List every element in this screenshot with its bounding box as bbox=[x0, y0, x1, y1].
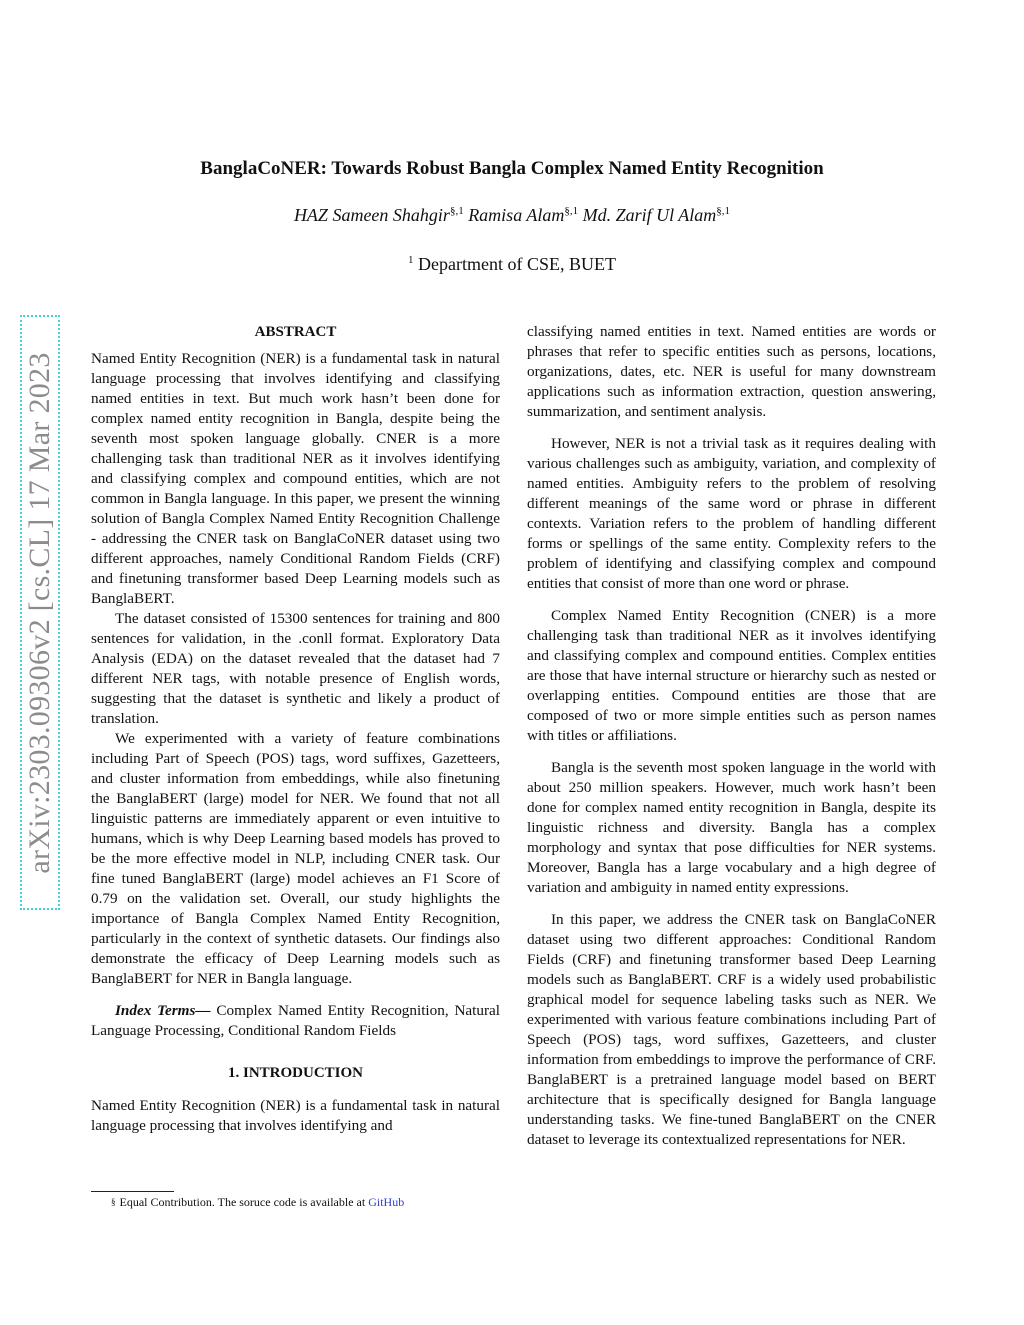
affiliation-mark: 1 bbox=[408, 254, 414, 266]
github-link[interactable]: GitHub bbox=[368, 1195, 405, 1209]
index-terms-label: Index Terms— bbox=[115, 1002, 211, 1019]
introduction-paragraph: However, NER is not a trivial task as it requires dealing with various challenges such as ambiguity, variation, and complexity of named entities. Ambiguity refers to the problem of resolving different meanings of the same word or phrase in different contexts. Variation refers to the problem of handling different forms or spellings of the same entity. Complexity refers to the problem of identifying and classifying complex and compound entities that consist of more than one word or phrase. bbox=[527, 435, 936, 592]
introduction-heading: 1. INTRODUCTION bbox=[227, 1065, 363, 1081]
index-terms bbox=[91, 1001, 500, 1041]
left-column bbox=[91, 322, 500, 1136]
author-name: Ramisa Alam bbox=[468, 205, 565, 225]
author-list bbox=[0, 205, 1024, 226]
arxiv-stamp[interactable] bbox=[20, 315, 60, 910]
arxiv-identifier[interactable]: arXiv:2303.09306v2 [cs.CL] 17 Mar 2023 bbox=[23, 351, 56, 874]
footnote bbox=[111, 1195, 404, 1209]
author-name: HAZ Sameen Shahgir bbox=[293, 205, 450, 225]
abstract-paragraph: Named Entity Recognition (NER) is a fundamental task in natural language processing that involves identifying and classifying named entities in text. But much work hasn’t been done for complex named entity recognition in Bangla, despite being the seventh most spoken language globally. CNER is a more challenging task than traditional NER as it involves identifying and classifying complex and compound entities, which are not common in Bangla language. In this paper, we present the winning solution of Bangla Complex Named Entity Recognition Challenge - addressing the CNER task on BanglaCoNER dataset using two different approaches, namely Conditional Random Fields (CRF) and finetuning transformer based Deep Learning models such as BanglaBERT. bbox=[91, 350, 500, 607]
introduction-paragraph: In this paper, we address the CNER task on BanglaCoNER dataset using two different approaches: Conditional Random Fields (CRF) and finetuning transformer based Deep Learning models such as BanglaBERT. CRF is a widely used probabilistic graphical model for sequence labeling tasks such as NER. We experimented with various feature combinations including Part of Speech (POS) tags, word suffixes, Gazetteers, and cluster information from embeddings to improve the performance of CRF. BanglaBERT is a pretrained language model based on BERT architecture that is specifically designed for Bangla language understanding tasks. We fine-tuned BanglaBERT on the CNER dataset to leverage its contextualized representations for NER. bbox=[527, 911, 936, 1148]
introduction-paragraph: Complex Named Entity Recognition (CNER) is a more challenging task than traditional NER as it involves identifying and classifying complex and compound entities. Complex entities are those that have internal structure or hierarchy such as nested or overlapping entities. Compound entities are those that are composed of two or more simple entities such as person names with titles or affiliations. bbox=[527, 607, 936, 744]
abstract-heading: ABSTRACT bbox=[254, 324, 337, 340]
abstract-paragraph: We experimented with a variety of feature combinations including Part of Speech (POS) tags, word suffixes, Gazetteers, and cluster information from embeddings, while also finetuning the BanglaBERT (large) model for NER. We found that not all linguistic patterns are immediately apparent or even intuitive to humans, which is why Deep Learning based models has proved to be the more effective model in NLP, including CNER task. Our fine tuned BanglaBERT (large) model achieves an F1 Score of 0.79 on the validation set. Overall, our study highlights the importance of Bangla Complex Named Entity Recognition, particularly in the context of synthetic datasets. Our findings also demonstrate the efficacy of Deep Learning models such as BanglaBERT for NER in Bangla language. bbox=[91, 730, 500, 987]
affiliation-text: Department of CSE, BUET bbox=[418, 254, 616, 274]
introduction-paragraph: classifying named entities in text. Named entities are words or phrases that refer to specific entities such as persons, locations, organizations, dates, etc. NER is useful for many downstream applications such as information extraction, question answering, summarization, and sentiment analysis. bbox=[527, 323, 936, 420]
footnote-divider bbox=[91, 1191, 174, 1192]
author-affiliation-mark: §,1 bbox=[449, 205, 464, 217]
affiliation bbox=[0, 254, 1024, 275]
index-terms-text: Complex Named Entity Recognition, Natural Language Processing, Conditional Random Fields bbox=[91, 1002, 501, 1039]
author-name: Md. Zarif Ul Alam bbox=[582, 205, 717, 225]
introduction-paragraph: Named Entity Recognition (NER) is a fundamental task in natural language processing that involves identifying and bbox=[91, 1097, 500, 1134]
introduction-paragraph: Bangla is the seventh most spoken language in the world with about 250 million speakers. However, much work hasn’t been done for complex named entity recognition in Bangla, despite its linguistic richness and diversity. Bangla has a complex morphology and syntax that pose difficulties for NER systems. Moreover, Bangla has a large vocabulary and a high degree of variation and ambiguity in named entity expressions. bbox=[527, 759, 936, 896]
author-affiliation-mark: §,1 bbox=[564, 205, 579, 217]
right-column bbox=[527, 322, 936, 1150]
footnote-mark: § bbox=[111, 1197, 116, 1207]
footnote-text: Equal Contribution. The soruce code is available at bbox=[119, 1195, 369, 1209]
author-affiliation-mark: §,1 bbox=[716, 205, 731, 217]
paper-title: BanglaCoNER: Towards Robust Bangla Complex Named Entity Recognition bbox=[200, 158, 824, 179]
abstract-paragraph: The dataset consisted of 15300 sentences for training and 800 sentences for validation, in the .conll format. Exploratory Data Analysis (EDA) on the dataset revealed that the dataset had 7 different NER tags, with notable presence of English words, suggesting that the dataset is synthetic and likely a product of translation. bbox=[91, 610, 500, 727]
